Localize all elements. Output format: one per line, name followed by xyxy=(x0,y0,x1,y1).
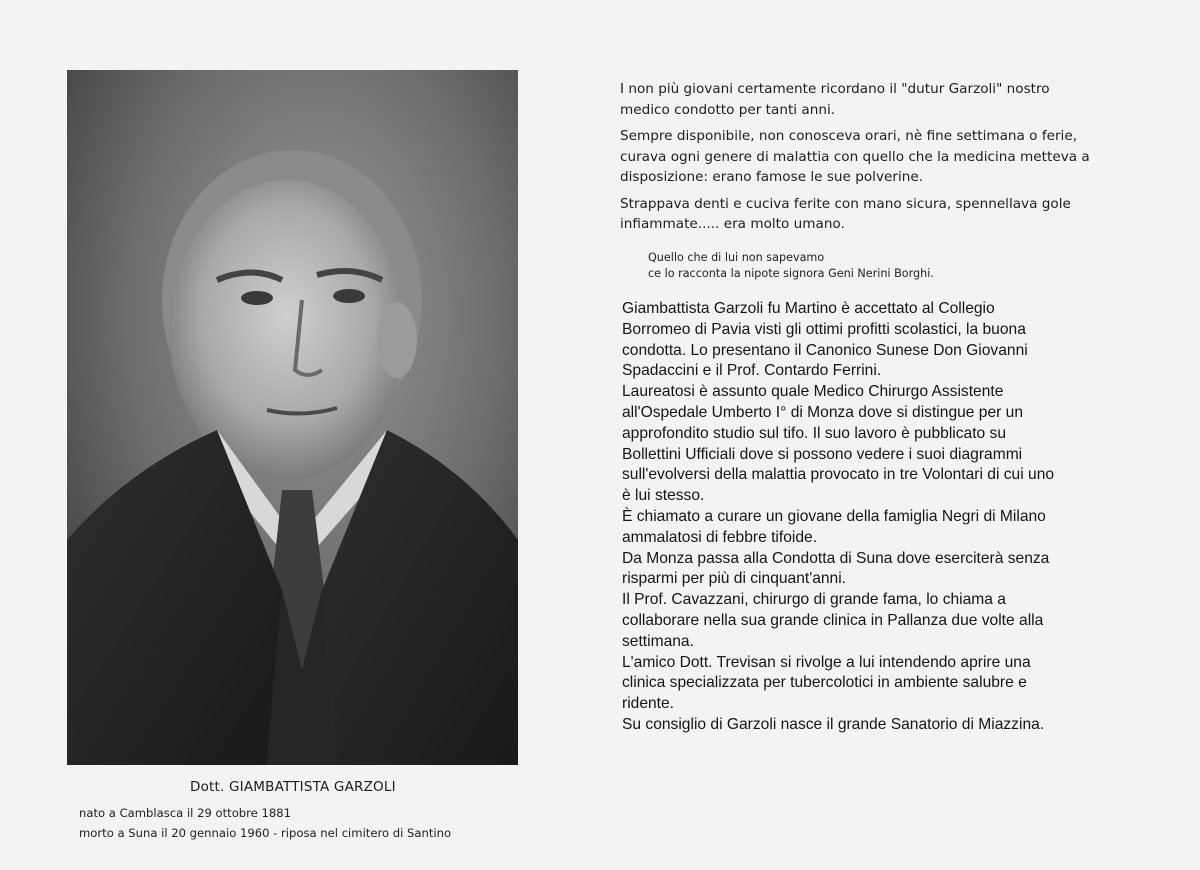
bio-line: Su consiglio di Garzoli nasce il grande Sanatorio di Miazzina. xyxy=(622,715,1045,733)
biography-text xyxy=(622,299,1097,736)
caption-title: Dott. GIAMBATTISTA GARZOLI xyxy=(190,779,396,795)
bio-line: condotta. Lo presentano il Canonico Sunese Don Giovanni xyxy=(622,341,1028,359)
bio-line: Da Monza passa alla Condotta di Suna dove eserciterà senza xyxy=(622,549,1050,567)
bio-line: sull'evolversi della malattia provocato in tre Volontari di cui uno xyxy=(622,466,1055,484)
quote-line: Quello che di lui non sapevamo xyxy=(648,251,825,264)
bio-line: Laureatosi è assunto quale Medico Chirurgo Assistente xyxy=(622,383,1004,401)
intro-paragraph: Strappava denti e cuciva ferite con mano sicura, spennellava gole infiammate..... era molto umano. xyxy=(620,195,1071,232)
bio-line: Borromeo di Pavia visti gli ottimi profitti scolastici, la buona xyxy=(622,320,1026,338)
intro-text xyxy=(620,79,1090,241)
bio-line: ridente. xyxy=(622,695,675,713)
bio-line: ammalatosi di febbre tifoide. xyxy=(622,528,818,546)
quote-block xyxy=(648,250,1008,282)
bio-line: È chiamato a curare un giovane della famiglia Negri di Milano xyxy=(622,507,1046,525)
bio-line: Il Prof. Cavazzani, chirurgo di grande fama, lo chiama a xyxy=(622,591,1006,609)
bio-line: Spadaccini e il Prof. Contardo Ferrini. xyxy=(622,362,882,380)
quote-line: ce lo racconta la nipote signora Geni Nerini Borghi. xyxy=(648,267,934,280)
intro-paragraph: I non più giovani certamente ricordano il "dutur Garzoli" nostro medico condotto per tanti anni. xyxy=(620,81,1050,118)
bio-line: approfondito studio sul tifo. Il suo lavoro è pubblicato su xyxy=(622,424,1007,442)
bio-line: è lui stesso. xyxy=(622,487,705,505)
bio-line: collaborare nella sua grande clinica in Pallanza due volte alla xyxy=(622,611,1044,629)
caption-death: morto a Suna il 20 gennaio 1960 - riposa nel cimitero di Santino xyxy=(79,826,452,840)
bio-line: L'amico Dott. Trevisan si rivolge a lui intendendo aprire una xyxy=(622,653,1031,671)
bio-line: clinica specializzata per tubercolotici in ambiente salubre e xyxy=(622,674,1027,692)
intro-paragraph: Sempre disponibile, non conosceva orari, nè fine settimana o ferie, curava ogni genere di malattia con quello che la medicina metteva a disposizione: erano famose le sue polverine. xyxy=(620,128,1090,185)
bio-line: Giambattista Garzoli fu Martino è accettato al Collegio xyxy=(622,300,995,317)
bio-line: all'Ospedale Umberto I° di Monza dove si distingue per un xyxy=(622,403,1024,421)
bio-line: settimana. xyxy=(622,632,694,650)
caption-birth: nato a Camblasca il 29 ottobre 1881 xyxy=(79,806,291,820)
bio-line: Bollettini Ufficiali dove si possono vedere i suoi diagrammi xyxy=(622,445,1023,463)
portrait-illustration xyxy=(67,70,518,765)
bio-line: risparmi per più di cinquant'anni. xyxy=(622,570,847,588)
portrait-photo xyxy=(67,70,518,765)
